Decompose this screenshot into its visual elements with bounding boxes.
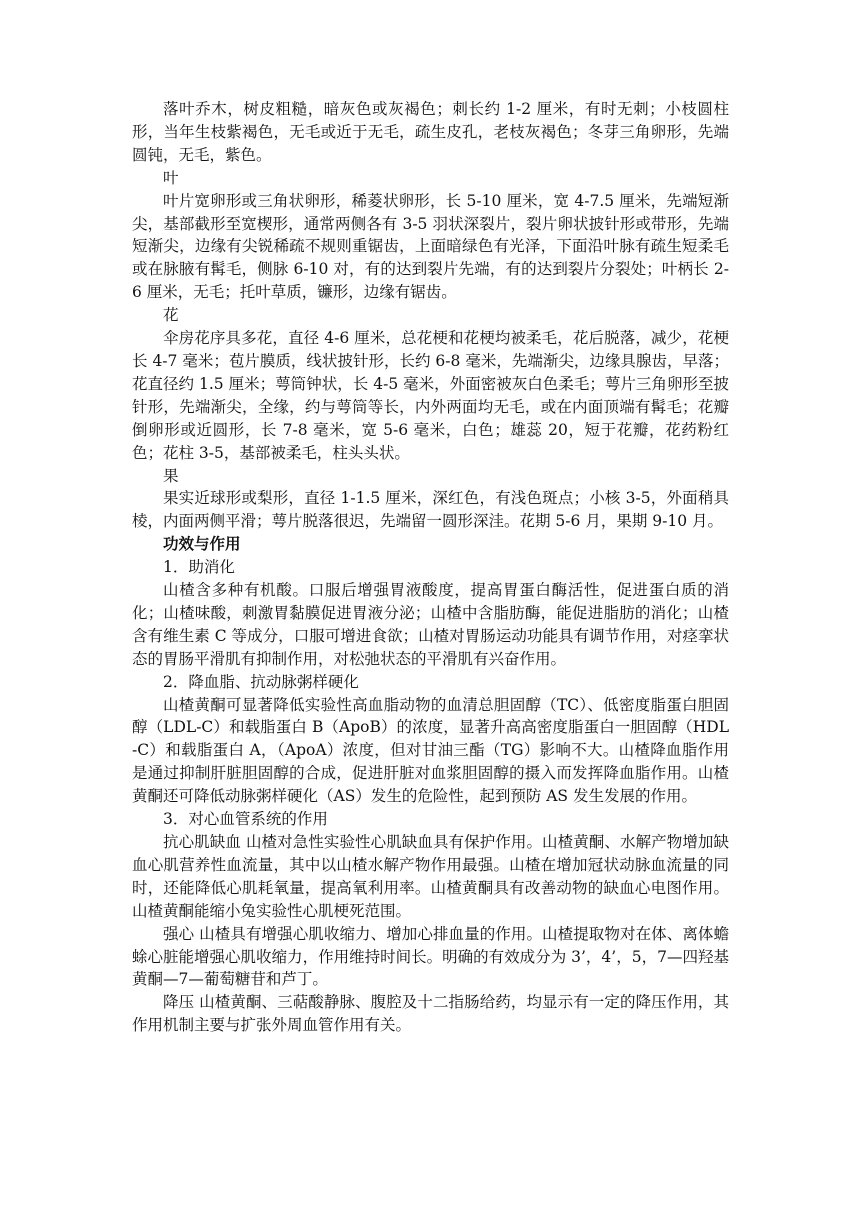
paragraph-digestion: 山楂含多种有机酸。口服后增强胃液酸度，提高胃蛋白酶活性，促进蛋白质的消化；山楂味酸，刺激胃黏膜促进胃液分泌；山楂中含脂肪酶，能促进脂肪的消化；山楂含有维生素 C 等成分，口服可增进食欲；山楂对胃肠运动功能具有调节作用，对痉挛状态的胃肠平滑肌有抑制作用，对松弛状态的平滑肌有兴奋作用。 — [132, 581, 729, 668]
paragraph-description: 落叶乔木，树皮粗糙，暗灰色或灰褐色；刺长约 1-2 厘米，有时无刺；小枝圆柱形，当年生枝紫褐色，无毛或近于无毛，疏生皮孔，老枝灰褐色；冬芽三角卵形，先端圆钝，无毛，紫色。 — [132, 100, 729, 164]
heading-fruit: 果 — [163, 466, 179, 485]
subheading-cardiovascular: 3．对心血管系统的作用 — [163, 810, 328, 829]
paragraph-ischemia: 抗心肌缺血 山楂对急性实验性心肌缺血具有保护作用。山楂黄酮、水解产物增加缺血心肌营养性血流量，其中以山楂水解产物作用最强。山楂在增加冠状动脉血流量的同时，还能降低心肌耗氧量，提高氧利用率。山楂黄酮具有改善动物的缺血心电图作用。山楂黄酮能缩小兔实验性心肌梗死范围。 — [132, 833, 729, 920]
subheading-lipid: 2．降血脂、抗动脉粥样硬化 — [163, 672, 359, 691]
paragraph-flower: 伞房花序具多花，直径 4-6 厘米，总花梗和花梗均被柔毛，花后脱落，减少，花梗长 4-7 毫米；苞片膜质，线状披针形，长约 6-8 毫米，先端渐尖，边缘具腺齿，早落；花直径约 1.5 厘米；萼筒钟状，长 4-5 毫米，外面密被灰白色柔毛；萼片三角卵形至披针形，先端渐尖，全缘，约与萼筒等长，内外两面均无毛，或在内面顶端有髯毛；花瓣倒卵形或近圆形，长 7-8 毫米，宽 5-6 毫米，白色；雄蕊 20，短于花瓣，花药粉红色；花柱 3-5，基部被柔毛，柱头头状。 — [132, 329, 729, 462]
section-title-efficacy: 功效与作用 — [163, 534, 241, 554]
paragraph-hypotensive: 降压 山楂黄酮、三萜酸静脉、腹腔及十二指肠给药，均显示有一定的降压作用，其作用机制主要与扩张外周血管作用有关。 — [132, 993, 729, 1035]
heading-leaf: 叶 — [163, 168, 179, 187]
paragraph-cardiotonic: 强心 山楂具有增强心肌收缩力、增加心排血量的作用。山楂提取物对在体、离体蟾蜍心脏能增强心肌收缩力，作用维持时间长。明确的有效成分为 3’，4’，5，7—四羟基黄酮—7—葡萄糖苷和芦丁。 — [132, 924, 729, 989]
subheading-digestion: 1．助消化 — [163, 558, 235, 577]
document-body — [132, 98, 729, 1037]
paragraph-fruit: 果实近球形或梨形，直径 1-1.5 厘米，深红色，有浅色斑点；小核 3-5，外面稍具棱，内面两侧平滑；萼片脱落很迟，先端留一圆形深洼。花期 5-6 月，果期 9-10 月。 — [132, 489, 729, 531]
paragraph-leaf: 叶片宽卵形或三角状卵形，稀菱状卵形，长 5-10 厘米，宽 4-7.5 厘米，先端短渐尖，基部截形至宽楔形，通常两侧各有 3-5 羽状深裂片，裂片卵状披针形或带形，先端短渐尖，边缘有尖锐稀疏不规则重锯齿，上面暗绿色有光泽，下面沿叶脉有疏生短柔毛或在脉腋有髯毛，侧脉 6-10 对，有的达到裂片先端，有的达到裂片分裂处；叶柄长 2-6 厘米，无毛；托叶草质，镰形，边缘有锯齿。 — [132, 191, 729, 302]
paragraph-lipid: 山楂黄酮可显著降低实验性高血脂动物的血清总胆固醇（TC）、低密度脂蛋白胆固醇（LDL-C）和载脂蛋白 B（ApoB）的浓度，显著升高高密度脂蛋白一胆固醇（HDL-C）和载脂蛋白 A，（ApoA）浓度，但对甘油三酯（TG）影响不大。山楂降血脂作用是通过抑制肝脏胆固醇的合成，促进肝脏对血浆胆固醇的摄入而发挥降血脂作用。山楂黄酮还可降低动脉粥样硬化（AS）发生的危险性，起到预防 AS 发生发展的作用。 — [132, 695, 729, 806]
heading-flower: 花 — [163, 306, 179, 325]
